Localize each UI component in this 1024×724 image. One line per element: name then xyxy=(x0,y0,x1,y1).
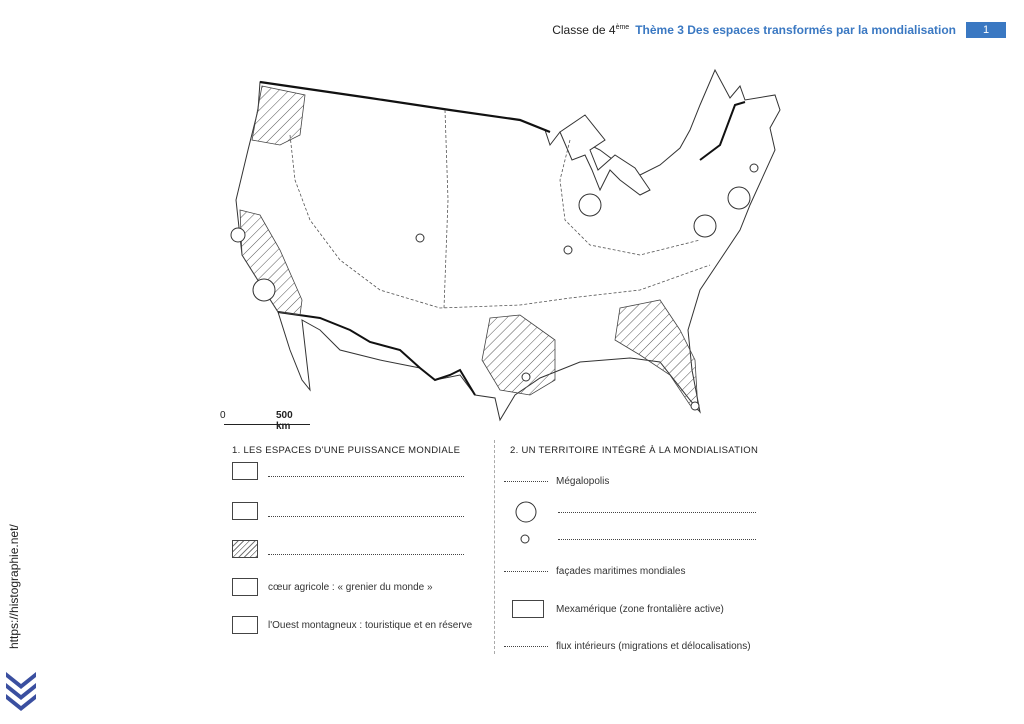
fill-in-line[interactable] xyxy=(558,512,756,513)
scale-bar xyxy=(224,424,310,425)
legend-item xyxy=(504,566,686,577)
legend-item xyxy=(504,476,609,487)
legend-item xyxy=(514,500,756,524)
legend-item xyxy=(504,641,751,652)
legend-item xyxy=(232,462,464,480)
scale-zero: 0 xyxy=(220,410,226,421)
legend-item xyxy=(518,532,756,546)
legend-item xyxy=(232,616,472,634)
legend-dotted-symbol xyxy=(504,646,548,647)
city-circle xyxy=(728,187,750,209)
city-circle xyxy=(694,215,716,237)
fill-in-line[interactable] xyxy=(268,476,464,477)
site-url[interactable]: https://histographie.net/ xyxy=(7,524,21,649)
chevron-down-icon xyxy=(4,670,38,714)
city-circle xyxy=(416,234,424,242)
city-circle xyxy=(691,402,699,410)
page-header xyxy=(552,22,1006,38)
legend-label: flux intérieurs (migrations et délocalisations) xyxy=(556,641,751,652)
legend-empty-box xyxy=(232,578,258,596)
legend-item xyxy=(512,600,724,618)
fill-in-line[interactable] xyxy=(558,539,756,540)
fill-in-line[interactable] xyxy=(268,554,464,555)
large-city-symbol xyxy=(514,500,538,524)
legend-empty-box xyxy=(232,502,258,520)
legend-dotted-symbol xyxy=(504,571,548,572)
city-circle xyxy=(522,373,530,381)
fill-in-line[interactable] xyxy=(268,516,464,517)
legend-item xyxy=(232,502,464,520)
theme-title: Thème 3 Des espaces transformés par la mondialisation xyxy=(635,23,956,37)
small-city-symbol xyxy=(518,532,532,546)
legend-empty-box xyxy=(232,462,258,480)
legend-label: l'Ouest montagneux : touristique et en réserve xyxy=(268,619,473,631)
city-circle xyxy=(231,228,245,242)
city-circle xyxy=(750,164,758,172)
legend-section-1-title: 1. LES ESPACES D'UNE PUISSANCE MONDIALE xyxy=(232,445,461,456)
city-circle xyxy=(579,194,601,216)
class-label: Classe de 4ème xyxy=(552,23,630,37)
city-circle xyxy=(253,279,275,301)
legend-item xyxy=(232,540,464,558)
legend-dotted-symbol xyxy=(504,481,548,482)
legend-empty-box xyxy=(512,600,544,618)
legend-label: Mexamérique (zone frontalière active) xyxy=(556,603,724,615)
legend-empty-box xyxy=(232,616,258,634)
legend-hatched-box xyxy=(232,540,258,558)
page-number: 1 xyxy=(966,22,1006,38)
legend-label: Mégalopolis xyxy=(556,476,610,487)
legend-section-2-title: 2. UN TERRITOIRE INTÉGRÉ À LA MONDIALISATION xyxy=(510,445,759,456)
legend-item xyxy=(232,578,433,596)
legend-divider xyxy=(494,440,495,654)
legend-label: façades maritimes mondiales xyxy=(556,566,686,577)
city-circle xyxy=(564,246,572,254)
scale-distance: 500 km xyxy=(276,410,293,432)
usa-map xyxy=(220,50,820,430)
legend-label: cœur agricole : « grenier du monde » xyxy=(268,581,433,593)
